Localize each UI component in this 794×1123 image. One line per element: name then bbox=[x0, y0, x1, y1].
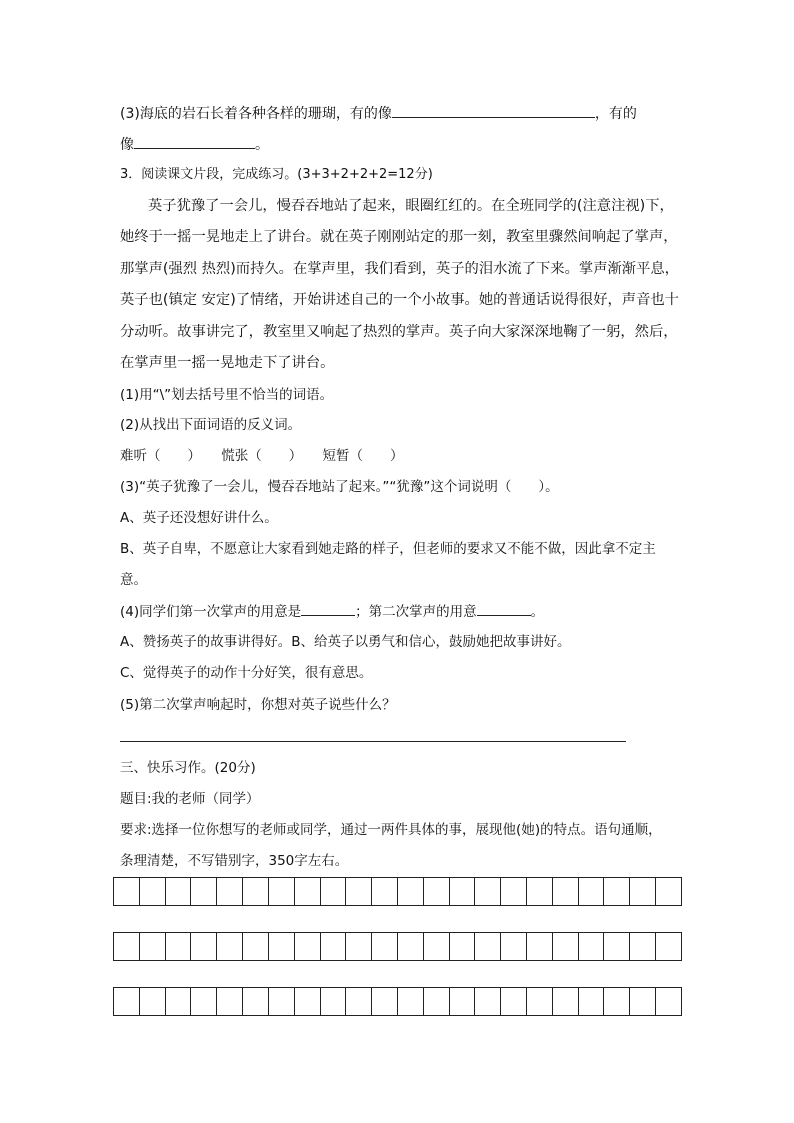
q3-sub3-option-a: A、英子还没想好讲什么。 bbox=[120, 510, 278, 526]
writing-grid-cell[interactable] bbox=[269, 878, 295, 905]
writing-grid-cell[interactable] bbox=[501, 878, 527, 905]
writing-grid-cell[interactable] bbox=[321, 988, 347, 1015]
writing-grid-cell[interactable] bbox=[372, 933, 398, 960]
writing-grid-cell[interactable] bbox=[424, 878, 450, 905]
antonym-row[interactable]: 难听（ ） 慌张（ ） 短暂（ ） bbox=[120, 448, 404, 464]
q3-title: 3．阅读课文片段，完成练习。(3+3+2+2+2=12分) bbox=[120, 167, 433, 182]
q3-sub4-option-c: C、觉得英子的动作十分好笑，很有意思。 bbox=[120, 665, 373, 681]
composition-topic: 题目:我的老师（同学） bbox=[120, 791, 260, 807]
writing-grid-cell[interactable] bbox=[553, 878, 579, 905]
reading-passage: 英子犹豫了一会儿，慢吞吞地站了起来，眼圈红红的。在全班同学的(注意注视)下，她终于一摇一晃地走上了讲台。就在英子刚刚站定的那一刻，教室里骤然间响起了掌声，那掌声(强烈 热烈)而持久。在掌声里，我们看到，英子的泪水流了下来。掌声渐渐平息，英子也(镇定 安定)了情绪，开始讲述自己的一个小故事。她的普通话说得很好，声音也十分动听。故事讲完了，教室里又响起了热烈的掌声。英子向大家深深地鞠了一躬，然后，在掌声里一摇一晃地走下了讲台。 bbox=[120, 198, 679, 372]
q3-sub4-end: 。 bbox=[530, 604, 545, 620]
q2-3-text: (3)海底的岩石长着各种各样的珊瑚，有的像 bbox=[120, 106, 392, 122]
writing-grid-cell[interactable] bbox=[527, 878, 553, 905]
writing-grid-cell[interactable] bbox=[321, 878, 347, 905]
writing-grid-cell[interactable] bbox=[553, 933, 579, 960]
writing-grid-cell[interactable] bbox=[604, 988, 630, 1015]
writing-grid-cell[interactable] bbox=[398, 933, 424, 960]
answer-blank[interactable] bbox=[134, 134, 255, 149]
writing-grid-cell[interactable] bbox=[321, 933, 347, 960]
q3-sub5: (5)第二次掌声响起时，你想对英子说些什么？ bbox=[120, 697, 396, 713]
answer-blank[interactable] bbox=[392, 103, 595, 118]
writing-grid-cell[interactable] bbox=[527, 988, 553, 1015]
answer-line[interactable] bbox=[120, 741, 626, 742]
q2-3-end: 。 bbox=[255, 137, 269, 153]
writing-grid-cell[interactable] bbox=[372, 988, 398, 1015]
writing-grid-cell[interactable] bbox=[140, 933, 166, 960]
writing-grid-cell[interactable] bbox=[604, 878, 630, 905]
writing-grid-cell[interactable] bbox=[398, 878, 424, 905]
writing-grid-cell[interactable] bbox=[604, 933, 630, 960]
writing-grid-cell[interactable] bbox=[450, 878, 476, 905]
writing-grid-cell[interactable] bbox=[243, 988, 269, 1015]
composition-requirements: 要求:选择一位你想写的老师或同学，通过一两件具体的事，展现他(她)的特点。语句通顺， bbox=[120, 822, 662, 838]
q2-3-text: 像 bbox=[120, 137, 134, 153]
writing-grid-cell[interactable] bbox=[501, 988, 527, 1015]
writing-grid-cell[interactable] bbox=[450, 933, 476, 960]
writing-grid-row[interactable] bbox=[113, 987, 682, 1016]
writing-grid-cell[interactable] bbox=[295, 878, 321, 905]
writing-grid-cell[interactable] bbox=[579, 878, 605, 905]
writing-grid-cell[interactable] bbox=[295, 933, 321, 960]
writing-grid-cell[interactable] bbox=[450, 988, 476, 1015]
writing-grid-cell[interactable] bbox=[346, 933, 372, 960]
writing-grid-cell[interactable] bbox=[114, 878, 140, 905]
q3-sub3-option-b-cont: 意。 bbox=[120, 572, 147, 588]
writing-grid-row[interactable] bbox=[113, 932, 682, 961]
writing-grid-cell[interactable] bbox=[295, 988, 321, 1015]
writing-grid-cell[interactable] bbox=[372, 878, 398, 905]
writing-grid-cell[interactable] bbox=[475, 933, 501, 960]
writing-grid-cell[interactable] bbox=[346, 878, 372, 905]
writing-grid-cell[interactable] bbox=[114, 988, 140, 1015]
writing-grid-cell[interactable] bbox=[424, 988, 450, 1015]
writing-grid-cell[interactable] bbox=[656, 988, 682, 1015]
writing-grid-cell[interactable] bbox=[191, 988, 217, 1015]
writing-grid-cell[interactable] bbox=[243, 878, 269, 905]
composition-requirements-cont: 条理清楚，不写错别字，350字左右。 bbox=[120, 853, 349, 869]
writing-grid-cell[interactable] bbox=[579, 933, 605, 960]
writing-grid-cell[interactable] bbox=[630, 878, 656, 905]
writing-grid-cell[interactable] bbox=[140, 988, 166, 1015]
answer-blank[interactable] bbox=[301, 601, 355, 616]
writing-grid-cell[interactable] bbox=[269, 933, 295, 960]
writing-grid-cell[interactable] bbox=[346, 988, 372, 1015]
q2-3-line1 bbox=[120, 103, 637, 124]
q3-sub1: (1)用“\”划去括号里不恰当的词语。 bbox=[120, 387, 334, 403]
q3-sub3: (3)“英子犹豫了一会儿，慢吞吞地站了起来。”“犹豫”这个词说明（ ）。 bbox=[120, 479, 559, 495]
writing-grid-cell[interactable] bbox=[191, 933, 217, 960]
writing-grid-cell[interactable] bbox=[114, 933, 140, 960]
q2-3-line2 bbox=[120, 134, 269, 155]
q3-sub4-text: (4)同学们第一次掌声的用意是 bbox=[120, 604, 302, 620]
writing-grid-cell[interactable] bbox=[398, 988, 424, 1015]
q3-sub4-options-ab: A、赞扬英子的故事讲得好。B、给英子以勇气和信心，鼓励她把故事讲好。 bbox=[120, 634, 571, 650]
writing-grid-cell[interactable] bbox=[501, 933, 527, 960]
q3-sub4-text2: ；第二次掌声的用意 bbox=[355, 604, 477, 620]
writing-grid-cell[interactable] bbox=[527, 933, 553, 960]
writing-grid-cell[interactable] bbox=[424, 933, 450, 960]
writing-grid-cell[interactable] bbox=[217, 933, 243, 960]
writing-grid-cell[interactable] bbox=[579, 988, 605, 1015]
q2-3-text-suffix: ，有的 bbox=[594, 106, 637, 122]
writing-grid-cell[interactable] bbox=[475, 878, 501, 905]
writing-grid-cell[interactable] bbox=[630, 933, 656, 960]
writing-grid-cell[interactable] bbox=[166, 878, 192, 905]
q3-sub4 bbox=[120, 601, 544, 622]
writing-grid-cell[interactable] bbox=[140, 878, 166, 905]
q3-sub2: (2)从找出下面词语的反义词。 bbox=[120, 417, 302, 433]
writing-grid-row[interactable] bbox=[113, 877, 682, 906]
writing-grid-cell[interactable] bbox=[630, 988, 656, 1015]
writing-grid-cell[interactable] bbox=[656, 878, 682, 905]
writing-grid-cell[interactable] bbox=[243, 933, 269, 960]
writing-grid-cell[interactable] bbox=[656, 933, 682, 960]
writing-grid-cell[interactable] bbox=[475, 988, 501, 1015]
writing-grid-cell[interactable] bbox=[553, 988, 579, 1015]
writing-grid-cell[interactable] bbox=[217, 878, 243, 905]
answer-blank[interactable] bbox=[477, 601, 531, 616]
q3-sub3-option-b: B、英子自卑，不愿意让大家看到她走路的样子，但老师的要求又不能不做，因此拿不定主 bbox=[120, 541, 656, 557]
writing-grid-cell[interactable] bbox=[166, 988, 192, 1015]
writing-grid-cell[interactable] bbox=[269, 988, 295, 1015]
writing-grid-cell[interactable] bbox=[217, 988, 243, 1015]
writing-grid-cell[interactable] bbox=[191, 878, 217, 905]
section3-title: 三、快乐习作。(20分) bbox=[120, 760, 256, 776]
writing-grid-cell[interactable] bbox=[166, 933, 192, 960]
